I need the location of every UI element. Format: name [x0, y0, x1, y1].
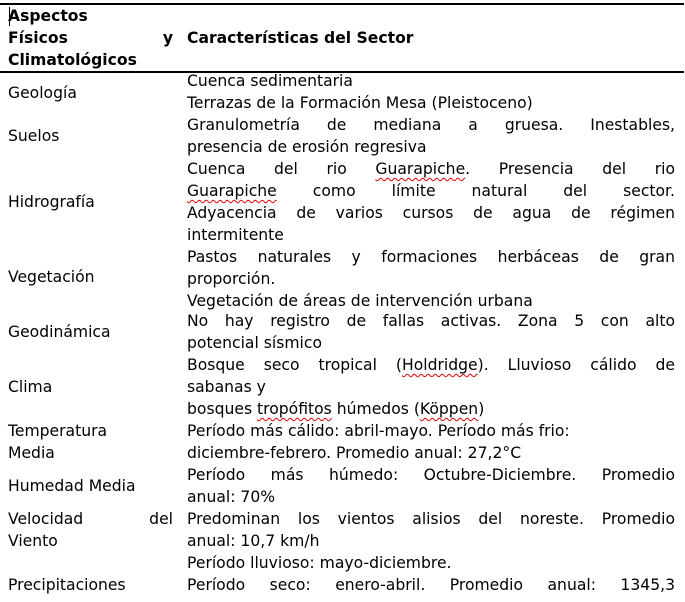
row-label: Geodinámica	[8, 323, 111, 341]
row-label: Vegetación	[8, 268, 95, 286]
value-line: anual: 70%	[187, 488, 276, 506]
value-line: presencia de erosión regresiva	[187, 138, 427, 156]
label-line: Temperatura	[8, 422, 108, 440]
value-line: sabanas y	[187, 378, 266, 396]
value-line: Período más cálido: abril-mayo. Período más frio:	[187, 422, 570, 440]
value-line: Cuenca del rio Guarapiche. Presencia del rio	[187, 160, 675, 178]
spellcheck-word: Guarapiche	[375, 160, 466, 178]
spellcheck-word: tropófitos	[257, 400, 332, 418]
value-line: Predominan los vientos alisios del noreste. Promedio	[187, 510, 675, 528]
spellcheck-word: Holdridge	[402, 356, 478, 374]
value-line: Vegetación de áreas de intervención urbana	[187, 292, 533, 310]
value-line: Guarapiche como límite natural del sector.	[187, 182, 675, 200]
header-col1-line2	[8, 27, 173, 49]
value-line: diciembre-febrero. Promedio anual: 27,2°C	[187, 444, 522, 462]
label-line	[8, 508, 173, 530]
label-word: del	[149, 510, 173, 528]
header-col1-line3: Climatológicos	[8, 51, 137, 69]
value-line: Adyacencia de varios cursos de agua de régimen	[187, 204, 675, 222]
value-line: Período lluvioso: mayo-diciembre.	[187, 554, 452, 572]
row-value	[187, 158, 675, 246]
value-line: potencial sísmico	[187, 334, 322, 352]
row-value	[187, 246, 675, 312]
row-value	[187, 70, 675, 114]
row-label: Geología	[8, 84, 77, 102]
header-col1-line1: Aspectos	[8, 7, 88, 25]
row-value	[187, 552, 675, 596]
header-caracteristicas: Características del Sector	[187, 29, 414, 47]
value-line: intermitente	[187, 226, 284, 244]
header-aspectos	[8, 5, 173, 71]
label-line: Media	[8, 444, 55, 462]
header-col1-word-y: y	[162, 29, 173, 47]
value-line: Cuenca sedimentaria	[187, 72, 353, 90]
row-label: Precipitaciones	[8, 576, 126, 594]
value-line: Pastos naturales y formaciones herbáceas de gran	[187, 248, 675, 266]
row-label: Hidrografía	[8, 193, 95, 211]
row-label: Suelos	[8, 127, 60, 145]
row-value	[187, 508, 675, 552]
row-value	[187, 114, 675, 158]
value-line: anual: 10,7 km/h	[187, 532, 320, 550]
value-line: Período más húmedo: Octubre-Diciembre. Promedio	[187, 466, 675, 484]
value-line: Período seco: enero-abril. Promedio anual: 1345,3	[187, 576, 675, 594]
row-value	[187, 420, 675, 464]
label-word: Velocidad	[8, 510, 84, 528]
row-value	[187, 354, 675, 420]
header-col1-word-fisicos: Físicos	[8, 29, 68, 47]
value-line: No hay registro de fallas activas. Zona 5 con alto	[187, 312, 675, 330]
spellcheck-word: Köppen	[419, 400, 479, 418]
row-label	[8, 508, 173, 552]
value-line: bosques tropófitos húmedos (Köppen)	[187, 400, 485, 418]
label-line: Viento	[8, 532, 58, 550]
row-value	[187, 310, 675, 354]
row-value	[187, 464, 675, 508]
row-label: Humedad Media	[8, 477, 136, 495]
row-label	[8, 420, 173, 464]
value-line: Terrazas de la Formación Mesa (Pleistoceno)	[187, 94, 533, 112]
value-line: Granulometría de mediana a gruesa. Inestables,	[187, 116, 675, 134]
value-line: Bosque seco tropical (Holdridge). Lluvioso cálido de	[187, 356, 675, 374]
value-line: proporción.	[187, 270, 276, 288]
spellcheck-word: Guarapiche	[187, 182, 277, 200]
row-label: Clima	[8, 378, 53, 396]
